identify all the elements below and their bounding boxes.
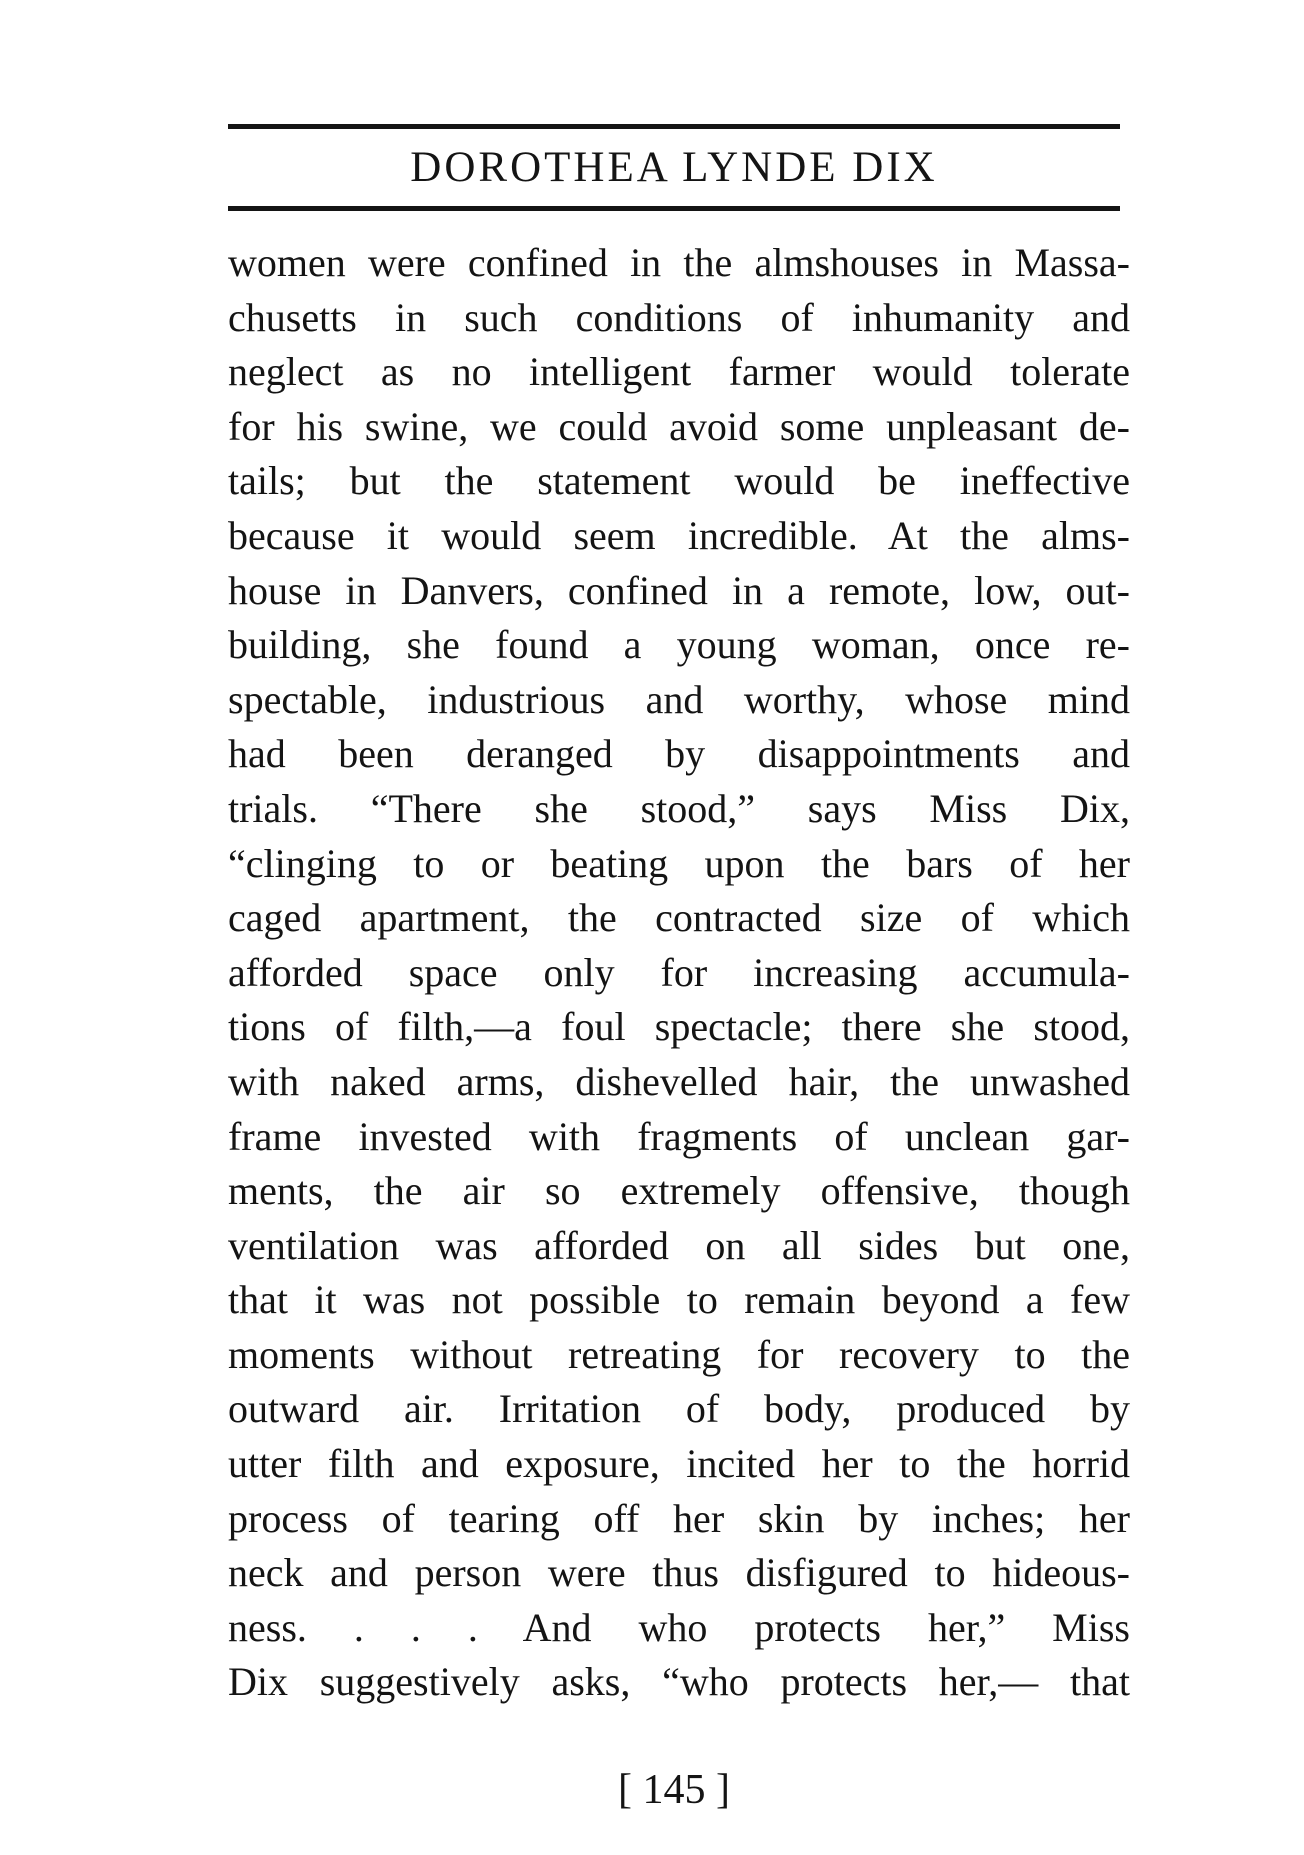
text-line: afforded space only for increasing accumula-: [228, 949, 1130, 995]
text-line: ments, the air so extremely offensive, though: [228, 1168, 1130, 1214]
text-line: that it was not possible to remain beyond a few: [228, 1277, 1130, 1323]
text-line: Dix suggestively asks, “who protects her,— that: [228, 1659, 1130, 1705]
text-line: process of tearing off her skin by inches; her: [228, 1495, 1130, 1541]
text-line: ventilation was afforded on all sides but one,: [228, 1222, 1130, 1268]
text-line: with naked arms, dishevelled hair, the unwashed: [228, 1058, 1130, 1104]
header-rule-bottom: [228, 206, 1120, 211]
text-line: spectable, industrious and worthy, whose mind: [228, 676, 1130, 722]
text-line: tails; but the statement would be ineffective: [228, 458, 1130, 504]
text-line: building, she found a young woman, once re-: [228, 622, 1130, 668]
text-line: for his swine, we could avoid some unpleasant de-: [228, 403, 1130, 449]
text-line: neck and person were thus disfigured to hideous-: [228, 1550, 1130, 1596]
text-line: ness. . . . And who protects her,” Miss: [228, 1604, 1130, 1650]
text-line: “clinging to or beating upon the bars of her: [228, 840, 1130, 886]
text-line: chusetts in such conditions of inhumanity and: [228, 294, 1130, 340]
text-line: had been deranged by disappointments and: [228, 731, 1130, 777]
body-text: [228, 236, 1130, 1710]
text-line: outward air. Irritation of body, produced by: [228, 1386, 1130, 1432]
text-line: moments without retreating for recovery to the: [228, 1331, 1130, 1377]
text-line: frame invested with fragments of unclean gar-: [228, 1113, 1130, 1159]
text-line: tions of filth,—a foul spectacle; there she stood,: [228, 1004, 1130, 1050]
page-number: [ 145 ]: [618, 1767, 730, 1813]
text-line: because it would seem incredible. At the alms-: [228, 512, 1130, 558]
text-line: house in Danvers, confined in a remote, low, out-: [228, 567, 1130, 613]
text-line: utter filth and exposure, incited her to the horrid: [228, 1441, 1130, 1487]
running-head: DOROTHEA LYNDE DIX: [410, 144, 938, 191]
header-rule-top: [228, 124, 1120, 129]
text-line: caged apartment, the contracted size of which: [228, 895, 1130, 941]
text-line: women were confined in the almshouses in Massa-: [228, 240, 1130, 285]
text-line: trials. “There she stood,” says Miss Dix,: [228, 785, 1130, 831]
text-line: neglect as no intelligent farmer would tolerate: [228, 349, 1130, 395]
